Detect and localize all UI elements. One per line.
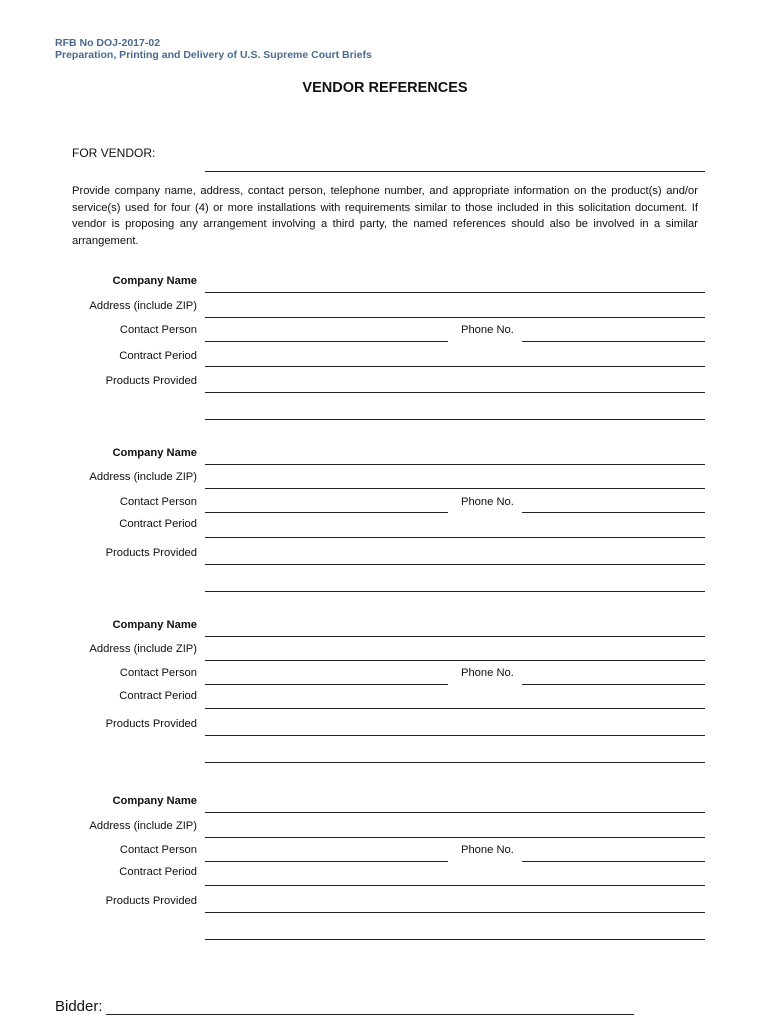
address-label: Address (include ZIP): [89, 471, 197, 483]
contract-period-field[interactable]: [205, 708, 705, 709]
address-label: Address (include ZIP): [89, 820, 197, 832]
phone-field[interactable]: [522, 512, 705, 513]
page-title: VENDOR REFERENCES: [302, 80, 468, 96]
company-name-label: Company Name: [112, 275, 197, 287]
contact-person-label: Contact Person: [119, 844, 197, 856]
contact-person-field[interactable]: [205, 684, 448, 685]
phone-field[interactable]: [522, 684, 705, 685]
company-name-field[interactable]: [205, 812, 705, 813]
phone-field[interactable]: [522, 861, 705, 862]
company-name-label: Company Name: [112, 795, 197, 807]
contract-period-field[interactable]: [205, 366, 705, 367]
phone-label: Phone No.: [461, 496, 514, 508]
contact-person-label: Contact Person: [119, 324, 197, 336]
products-provided-field-2[interactable]: [205, 591, 705, 592]
contact-person-label: Contact Person: [119, 667, 197, 679]
company-name-field[interactable]: [205, 636, 705, 637]
products-provided-label: Products Provided: [105, 547, 197, 559]
contract-period-label: Contract Period: [119, 690, 197, 702]
products-provided-label: Products Provided: [105, 895, 197, 907]
contact-person-field[interactable]: [205, 512, 448, 513]
phone-field[interactable]: [522, 341, 705, 342]
contract-period-label: Contract Period: [119, 866, 197, 878]
phone-label: Phone No.: [461, 667, 514, 679]
address-field[interactable]: [205, 837, 705, 838]
products-provided-field[interactable]: [205, 564, 705, 565]
project-title: Preparation, Printing and Delivery of U.S. Supreme Court Briefs: [55, 49, 372, 61]
contract-period-field[interactable]: [205, 885, 705, 886]
rfb-number: RFB No DOJ-2017-02: [55, 37, 161, 49]
bidder-field[interactable]: [106, 1014, 634, 1015]
phone-label: Phone No.: [461, 324, 514, 336]
for-vendor-field[interactable]: [205, 171, 705, 172]
products-provided-field[interactable]: [205, 735, 705, 736]
for-vendor-label: FOR VENDOR:: [72, 146, 156, 160]
contract-period-field[interactable]: [205, 537, 705, 538]
products-provided-label: Products Provided: [105, 718, 197, 730]
products-provided-field[interactable]: [205, 392, 705, 393]
products-provided-field-2[interactable]: [205, 762, 705, 763]
products-provided-label: Products Provided: [105, 375, 197, 387]
address-field[interactable]: [205, 317, 705, 318]
contact-person-field[interactable]: [205, 861, 448, 862]
bidder-label: Bidder:: [55, 998, 103, 1015]
products-provided-field-2[interactable]: [205, 939, 705, 940]
company-name-label: Company Name: [112, 619, 197, 631]
address-field[interactable]: [205, 488, 705, 489]
instructions-paragraph: Provide company name, address, contact person, telephone number, and appropriate information on the product(s) and/or service(s) used for four (4) or more installations with requirements similar to those included in this solicitation document. If vendor is proposing any arrangement involving a third party, the named references should also be involved in a similar arrangement.: [72, 185, 698, 247]
company-name-label: Company Name: [112, 447, 197, 459]
company-name-field[interactable]: [205, 292, 705, 293]
address-label: Address (include ZIP): [89, 643, 197, 655]
contract-period-label: Contract Period: [119, 518, 197, 530]
contract-period-label: Contract Period: [119, 350, 197, 362]
products-provided-field[interactable]: [205, 912, 705, 913]
contact-person-field[interactable]: [205, 341, 448, 342]
company-name-field[interactable]: [205, 464, 705, 465]
contact-person-label: Contact Person: [119, 496, 197, 508]
address-label: Address (include ZIP): [89, 300, 197, 312]
phone-label: Phone No.: [461, 844, 514, 856]
address-field[interactable]: [205, 660, 705, 661]
products-provided-field-2[interactable]: [205, 419, 705, 420]
